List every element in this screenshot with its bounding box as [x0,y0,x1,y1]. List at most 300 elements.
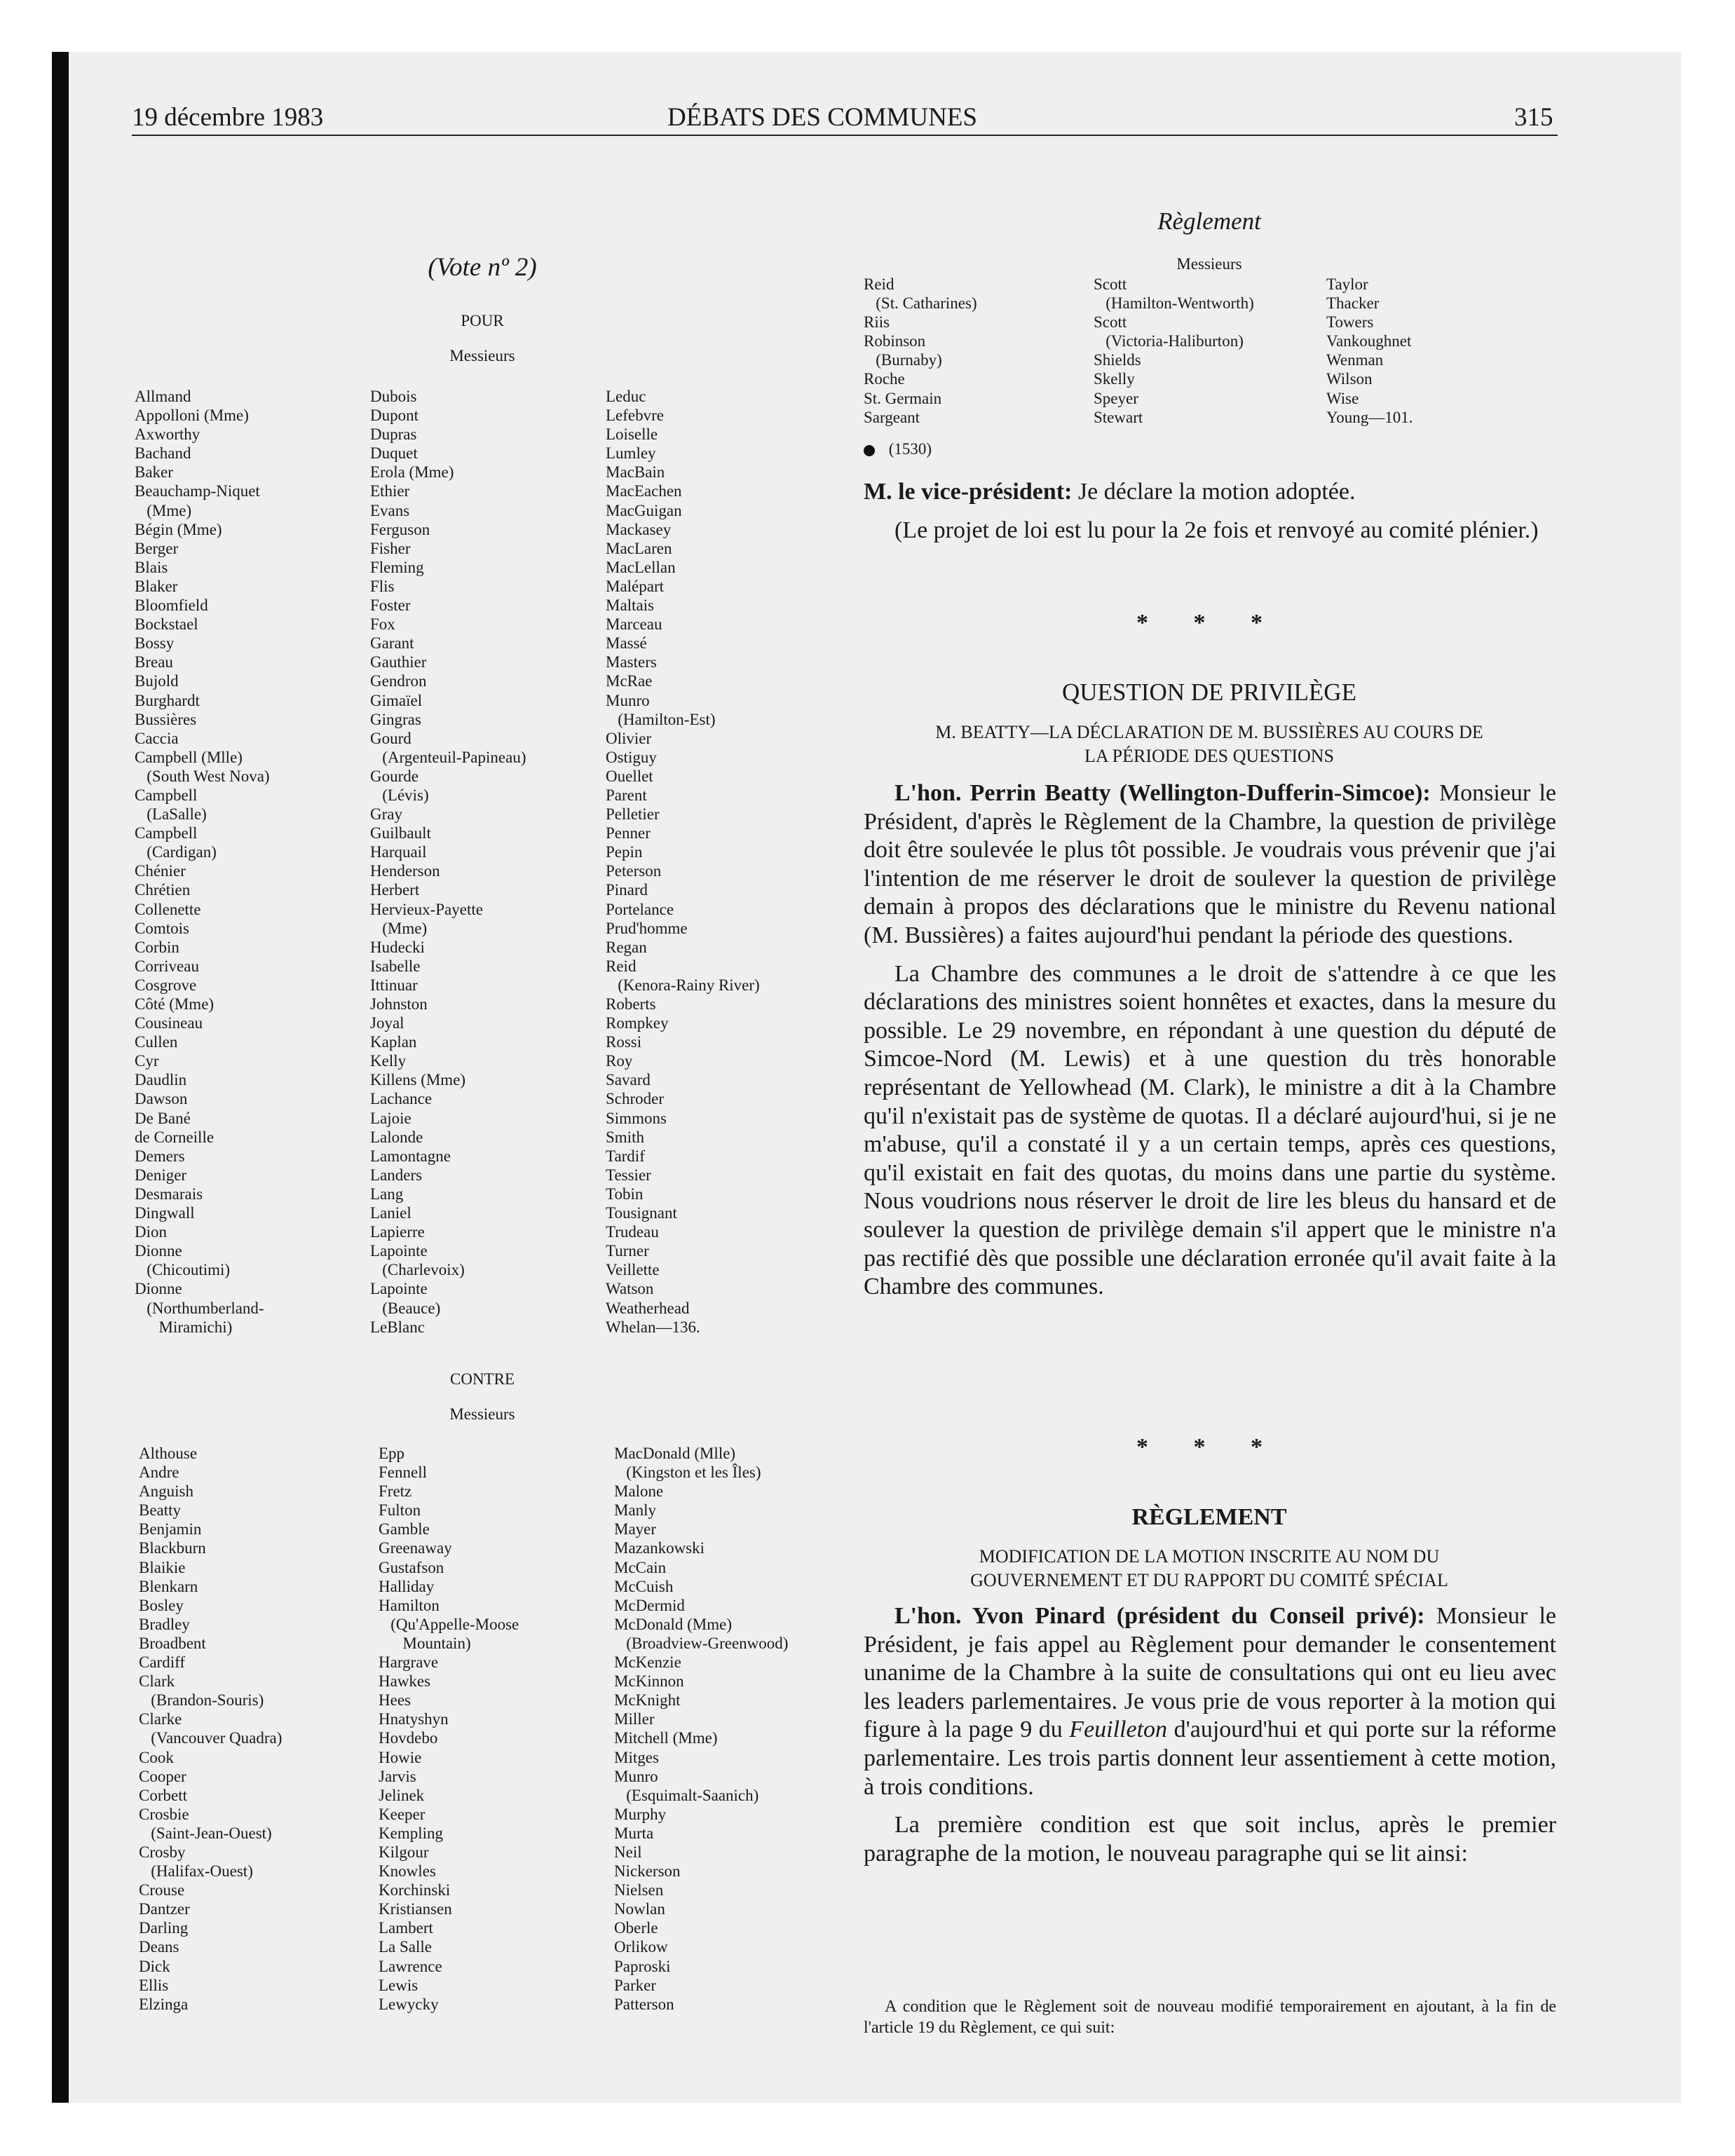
member-name: (Cardigan) [135,843,217,861]
member-name: Garant [370,634,414,653]
member-name: Breau [135,653,173,671]
member-name: Peterson [606,862,662,880]
member-name: Thacker [1326,294,1380,313]
member-name: Murta [614,1824,654,1842]
reglement-title: RÈGLEMENT [1131,1504,1287,1530]
member-name: Fennell [379,1464,427,1482]
member-name: Lajoie [370,1109,411,1127]
member-name: Tessier [606,1166,651,1184]
member-name: (Brandon-Souris) [139,1691,264,1710]
member-name: Ferguson [370,520,430,538]
right-messieurs: Messieurs [1176,255,1242,273]
member-name: Daudlin [135,1071,187,1089]
right-names-column-1 [864,275,977,427]
member-name: Kaplan [370,1033,417,1051]
member-name: Riis [864,313,890,332]
privilege-subtitle-1: M. BEATTY—LA DÉCLARATION DE M. BUSSIÈRES AU COURS DE [935,722,1483,742]
member-name: (Esquimalt-Saanich) [614,1786,759,1804]
member-name: Gourde [370,767,419,785]
member-name: Desmarais [135,1185,203,1203]
member-name: Parker [614,1976,657,1994]
member-name: Epp [379,1445,405,1462]
member-name: Savard [606,1071,651,1089]
member-name: Smith [606,1128,644,1146]
member-name: Scott [1094,313,1127,332]
member-name: Cardiff [139,1653,186,1672]
member-name: (Lévis) [370,786,429,804]
member-name: Deans [139,1938,179,1956]
separator-stars: * * * [1136,610,1282,636]
member-name: Fisher [370,539,411,557]
member-name: McRae [606,672,653,690]
member-name: (Beauce) [370,1299,441,1317]
member-name: Fulton [379,1501,421,1520]
member-name: Guilbault [370,824,431,842]
member-name: Chrétien [135,881,191,899]
member-name: Appolloni (Mme) [135,407,249,425]
member-name: Taylor [1326,275,1368,293]
member-name: Bossy [135,634,175,653]
member-name: Cullen [135,1033,178,1051]
member-name: Scott [1094,275,1127,293]
member-name: (Kenora-Rainy River) [606,976,760,994]
member-name: Corbin [135,938,179,956]
separator-stars-2: * * * [1136,1434,1282,1460]
member-name: Massé [606,634,647,653]
member-name: Weatherhead [606,1299,690,1317]
member-name: Regan [606,938,647,956]
member-name: Comtois [135,919,189,937]
member-name: Hawkes [379,1672,431,1691]
member-name: Hovdebo [379,1729,438,1747]
member-name: Wise [1326,389,1359,407]
member-name: Lambert [379,1919,433,1937]
beatty-paragraph-2: La Chambre des communes a le droit de s'attendre à ce que les déclarations des ministres soient honnêtes et exactes, dans la mesure du possible. Le 29 novembre, en répondant à une question du député de Simcoe-Nord (M. Lewis) et à une question du très honorable représentant de Yellowhead (M. Clark), le ministre a dit à la Chambre qu'il n'existait pas de système de quotas. Il a déclaré aujourd'hui, si je ne m'abuse, qu'il a constaté il y a un certain temps, après ces questions, qu'il existait en fait des quotas, du moins dans une partie du système. Nous voudrions nous réserver le droit de lire les bleus du hansard et de soulever la question de privilège demain s'il appert que le ministre n'a pas rectifié dès que possible une déclaration erronée qu'il avait faite à la Chambre des communes. [864,960,1556,1300]
member-name: MacEachen [606,482,682,500]
member-name: Mayer [614,1520,657,1538]
member-name: Cosgrove [135,976,197,994]
scan-edge [52,52,69,2103]
member-name: MacGuigan [606,501,682,519]
member-name: Fretz [379,1482,412,1501]
member-name: (Broadview-Greenwood) [614,1634,789,1652]
pour-messieurs: Messieurs [449,347,515,364]
member-name: Duquet [370,444,418,463]
member-name: Rossi [606,1033,642,1051]
member-name: Harquail [370,843,427,861]
member-name: Shields [1094,351,1141,369]
member-name: Sargeant [864,408,920,426]
member-name: Kristiansen [379,1900,452,1918]
member-name: Hargrave [379,1653,439,1672]
member-name: Bloomfield [135,596,208,615]
member-name: Gamble [379,1520,430,1538]
member-name: Dionne [135,1242,182,1260]
member-name: (Charlevoix) [370,1261,465,1279]
member-name: Crosby [139,1843,186,1861]
member-name: Lewycky [379,1995,439,2013]
member-name: Turner [606,1242,649,1260]
member-name: Burghardt [135,691,200,709]
member-name: Olivier [606,729,652,747]
member-name: Foster [370,596,411,615]
member-name: Munro [614,1767,658,1785]
member-name: Whelan—136. [606,1318,700,1336]
member-name: Ethier [370,482,410,500]
member-name: Tousignant [606,1204,677,1222]
member-name: Paproski [614,1957,671,1975]
member-name: MacLaren [606,539,672,557]
member-name: Johnston [370,995,428,1013]
contre-names-column-2 [379,1444,519,2014]
member-name: Greenaway [379,1539,452,1557]
beatty-paragraph-1: Monsieur le Président, d'après le Règlement de la Chambre, la question de privilège doit être soulevée le plus tôt possible. Je voudrais vous prévenir que j'ai l'intention de me réserver le droit de soulever la question de privilège demain à propos des déclarations que le ministre du Revenu national (M. Bussières) a faites aujourd'hui pendant la période des questions. [864,780,1557,948]
member-name: Dick [139,1957,170,1975]
member-name: Benjamin [139,1520,202,1538]
pour-names-column-3 [606,387,760,1337]
member-name: Lang [370,1185,404,1203]
member-name: Baker [135,463,173,482]
member-name: Hudecki [370,938,425,956]
member-name: (Burnaby) [864,351,942,369]
member-name: Ostiguy [606,748,657,766]
bullet-icon [864,445,875,456]
member-name: Caccia [135,729,179,747]
member-name: Mitchell (Mme) [614,1729,718,1747]
member-name: de Corneille [135,1128,215,1146]
member-name: Simmons [606,1109,667,1127]
contre-names-column-3 [614,1444,788,2014]
pour-names-column-1 [135,387,270,1337]
member-name: Murphy [614,1805,667,1823]
member-name: Gauthier [370,653,427,671]
member-name: (Chicoutimi) [135,1261,231,1279]
member-name: Dantzer [139,1900,190,1918]
member-name: Dion [135,1223,167,1241]
member-name: Marceau [606,615,662,634]
member-name: Bockstael [135,615,198,634]
member-name: Gourd [370,729,411,747]
member-name: McCain [614,1558,667,1576]
member-name: Blackburn [139,1539,206,1557]
contre-heading: CONTRE [450,1370,515,1388]
member-name: Malone [614,1482,664,1501]
member-name: Lumley [606,444,656,463]
member-name: Nickerson [614,1862,681,1881]
member-name: Demers [135,1147,185,1165]
member-name: LeBlanc [370,1318,425,1336]
member-name: Rompkey [606,1014,669,1032]
member-name: Clarke [139,1710,182,1728]
member-name: Bradley [139,1615,190,1633]
member-name: Isabelle [370,957,421,975]
member-name: Dawson [135,1090,188,1108]
member-name: Portelance [606,900,674,918]
member-name: Beatty [139,1501,182,1520]
member-name: (Argenteuil-Papineau) [370,748,526,766]
member-name: Lewis [379,1976,419,1994]
member-name: Andre [139,1464,179,1482]
member-name: Gustafson [379,1558,444,1576]
pinard-paragraph-1b: d'aujourd'hui et qui porte sur la réforme parlementaire. Les trois partis donnent leur assentiement à cette motion, à trois conditions. [864,1717,1556,1800]
header-date: 19 décembre 1983 [132,103,324,132]
member-name: Roberts [606,995,656,1013]
member-name: (Northumberland- [135,1299,264,1317]
member-name: Bujold [135,672,179,690]
contre-names-column-1 [139,1444,282,2014]
time-stamp-row [864,440,932,458]
member-name: Blaikie [139,1558,186,1576]
vp-text: Je déclare la motion adoptée. [1072,479,1356,505]
page-number: 315 [1514,103,1553,132]
member-name: Trudeau [606,1223,659,1241]
member-name: Miramichi) [135,1318,233,1336]
contre-messieurs: Messieurs [449,1405,515,1423]
member-name: Roy [606,1052,633,1070]
member-name: Dupras [370,425,417,444]
pinard-speaker: L'hon. Yvon Pinard (président du Conseil privé): [894,1603,1425,1629]
member-name: Gendron [370,672,427,690]
member-name: (Qu'Appelle-Moose [379,1615,519,1633]
member-name: (St. Catharines) [864,294,977,313]
member-name: Tobin [606,1185,644,1203]
reglement-subtitle-2: GOUVERNEMENT ET DU RAPPORT DU COMITÉ SPÉCIAL [970,1570,1448,1590]
member-name: Blenkarn [139,1577,198,1595]
member-name: Nielsen [614,1881,664,1899]
pinard-speech [864,1602,1556,1878]
member-name: Vankoughnet [1326,332,1412,350]
member-name: De Bané [135,1109,191,1127]
member-name: Elzinga [139,1995,189,2013]
member-name: (Victoria-Haliburton) [1094,332,1244,350]
vp-statement [864,478,1556,554]
member-name: Jarvis [379,1767,416,1785]
member-name: Manly [614,1501,657,1520]
member-name: Blaker [135,577,178,595]
section-title: Règlement [1157,207,1261,235]
member-name: Mountain) [379,1634,471,1652]
member-name: Blais [135,558,168,576]
member-name: Wilson [1326,370,1373,388]
member-name: Roche [864,370,905,388]
member-name: Dubois [370,388,417,405]
member-name: Gray [370,805,402,824]
member-name: Dionne [135,1280,182,1298]
feuilleton-word: Feuilleton [1069,1717,1168,1743]
member-name: Lamontagne [370,1147,451,1165]
member-name: Anguish [139,1482,193,1501]
member-name: (Mme) [370,919,428,937]
member-name: Penner [606,824,651,842]
member-name: MacDonald (Mlle) [614,1445,736,1462]
member-name: Berger [135,539,179,557]
member-name: Hees [379,1691,411,1710]
member-name: McDermid [614,1596,685,1614]
member-name: Tardif [606,1147,645,1165]
member-name: Cooper [139,1767,186,1785]
member-name: Bosley [139,1596,184,1614]
member-name: Beauchamp-Niquet [135,482,260,500]
privilege-title: QUESTION DE PRIVILÈGE [1062,678,1356,706]
vp-speaker: M. le vice-président: [864,479,1073,505]
member-name: Knowles [379,1862,436,1881]
member-name: Hervieux-Payette [370,900,483,918]
member-name: Ouellet [606,767,653,785]
member-name: (Hamilton-Est) [606,710,716,728]
member-name: Cousineau [135,1014,203,1032]
time-stamp: (1530) [888,440,932,458]
privilege-subtitle-2: LA PÉRIODE DES QUESTIONS [1084,746,1335,766]
member-name: Howie [379,1748,422,1766]
member-name: Landers [370,1166,423,1184]
member-name: Pinard [606,881,648,899]
member-name: Henderson [370,862,440,880]
member-name: Ittinuar [370,976,418,994]
member-name: (LaSalle) [135,805,207,824]
member-name: Axworthy [135,425,200,444]
member-name: Dingwall [135,1204,195,1222]
member-name: McDonald (Mme) [614,1615,732,1633]
member-name: Reid [606,957,637,975]
member-name: Robinson [864,332,926,350]
member-name: (Mme) [135,501,192,519]
member-name: Pepin [606,843,643,861]
member-name: Lapointe [370,1280,428,1298]
beatty-speaker: L'hon. Perrin Beatty (Wellington-Dufferin-Simcoe): [894,780,1431,806]
member-name: (Saint-Jean-Ouest) [139,1824,272,1842]
member-name: Reid [864,275,894,293]
right-names-column-2 [1094,275,1254,427]
member-name: McKinnon [614,1672,684,1691]
member-name: Côté (Mme) [135,995,215,1013]
member-name: Patterson [614,1995,674,2013]
member-name: Ellis [139,1976,169,1994]
member-name: Lawrence [379,1957,442,1975]
member-name: Evans [370,501,410,519]
member-name: Lapointe [370,1242,428,1260]
member-name: Parent [606,786,647,804]
member-name: Speyer [1094,389,1138,407]
member-name: Lefebvre [606,407,664,425]
member-name: Stewart [1094,408,1143,426]
pour-names-column-2 [370,387,526,1337]
member-name: Mackasey [606,520,672,538]
member-name: Campbell [135,824,198,842]
member-name: Veillette [606,1261,660,1279]
member-name: Campbell (Mlle) [135,748,243,766]
member-name: Herbert [370,881,420,899]
member-name: Clark [139,1672,175,1691]
member-name: Kempling [379,1824,443,1842]
member-name: Deniger [135,1166,187,1184]
header-rule [132,135,1558,136]
member-name: Pelletier [606,805,660,824]
member-name: (Halifax-Ouest) [139,1862,253,1881]
member-name: Lapierre [370,1223,425,1241]
member-name: Darling [139,1919,189,1937]
member-name: McKenzie [614,1653,681,1672]
member-name: Bégin (Mme) [135,520,222,538]
member-name: Broadbent [139,1634,206,1652]
member-name: Hamilton [379,1596,440,1614]
member-name: Schroder [606,1090,665,1108]
member-name: Laniel [370,1204,411,1222]
member-name: Young—101. [1326,408,1413,426]
member-name: Lalonde [370,1128,423,1146]
member-name: Hnatyshyn [379,1710,449,1728]
member-name: Orlikow [614,1938,668,1956]
member-name: Corbett [139,1786,187,1804]
member-name: Cyr [135,1052,159,1070]
member-name: Malépart [606,577,665,595]
member-name: Mitges [614,1748,659,1766]
member-name: La Salle [379,1938,432,1956]
member-name: Nowlan [614,1900,665,1918]
member-name: (Vancouver Quadra) [139,1729,283,1747]
member-name: McKnight [614,1691,681,1710]
member-name: Towers [1326,313,1374,332]
member-name: (Hamilton-Wentworth) [1094,294,1254,313]
member-name: Loiselle [606,425,658,444]
member-name: Bachand [135,444,191,463]
member-name: Kilgour [379,1843,429,1861]
member-name: St. Germain [864,389,942,407]
pinard-paragraph-1a: Monsieur le Président, je fais appel au Règlement pour demander le consentement unanime de la Chambre à la suite de consultations qui ont eu lieu avec les leaders parlementaires. Je vous prie de vous reporter à la motion qui figure à la page 9 du [864,1603,1557,1743]
member-name: MacLellan [606,558,676,576]
vote-title: (Vote nº 2) [428,253,537,282]
member-name: Oberle [614,1919,658,1937]
member-name: Allmand [135,388,191,405]
member-name: Fleming [370,558,424,576]
member-name: Skelly [1094,370,1135,388]
member-name: Gingras [370,710,421,728]
member-name: Crouse [139,1881,185,1899]
member-name: Keeper [379,1805,426,1823]
member-name: McCuish [614,1577,674,1595]
member-name: Flis [370,577,395,595]
member-name: Korchinski [379,1881,451,1899]
member-name: Jelinek [379,1786,425,1804]
member-name: Kelly [370,1052,407,1070]
member-name: Chénier [135,862,186,880]
member-name: Watson [606,1280,654,1298]
right-names-column-3 [1326,275,1413,427]
member-name: Munro [606,691,650,709]
member-name: Althouse [139,1445,198,1462]
member-name: Mazankowski [614,1539,705,1557]
beatty-speech [864,779,1556,1311]
header-title: DÉBATS DES COMMUNES [667,103,978,132]
member-name: Masters [606,653,657,671]
member-name: Neil [614,1843,642,1861]
member-name: Crosbie [139,1805,189,1823]
member-name: Gimaïel [370,691,423,709]
reglement-subtitle-1: MODIFICATION DE LA MOTION INSCRITE AU NOM DU [979,1546,1440,1567]
member-name: Collenette [135,900,201,918]
quoted-rule-text: A condition que le Règlement soit de nouveau modifié temporairement en ajoutant, à la fin de l'article 19 du Règlement, ce qui suit: [864,1998,1556,2037]
member-name: (Kingston et les Îles) [614,1464,761,1482]
bill-note: (Le projet de loi est lu pour la 2e fois et renvoyé au comité plénier.) [894,517,1539,543]
pour-heading: POUR [461,312,504,329]
member-name: Joyal [370,1014,404,1032]
member-name: Wenman [1326,351,1384,369]
pinard-paragraph-2: La première condition est que soit inclus, après le premier paragraphe de la motion, le nouveau paragraphe qui se lit ainsi: [864,1812,1556,1867]
member-name: Maltais [606,596,654,615]
member-name: Prud'homme [606,919,688,937]
member-name: MacBain [606,463,665,482]
member-name: Killens (Mme) [370,1071,466,1089]
member-name: Halliday [379,1577,435,1595]
